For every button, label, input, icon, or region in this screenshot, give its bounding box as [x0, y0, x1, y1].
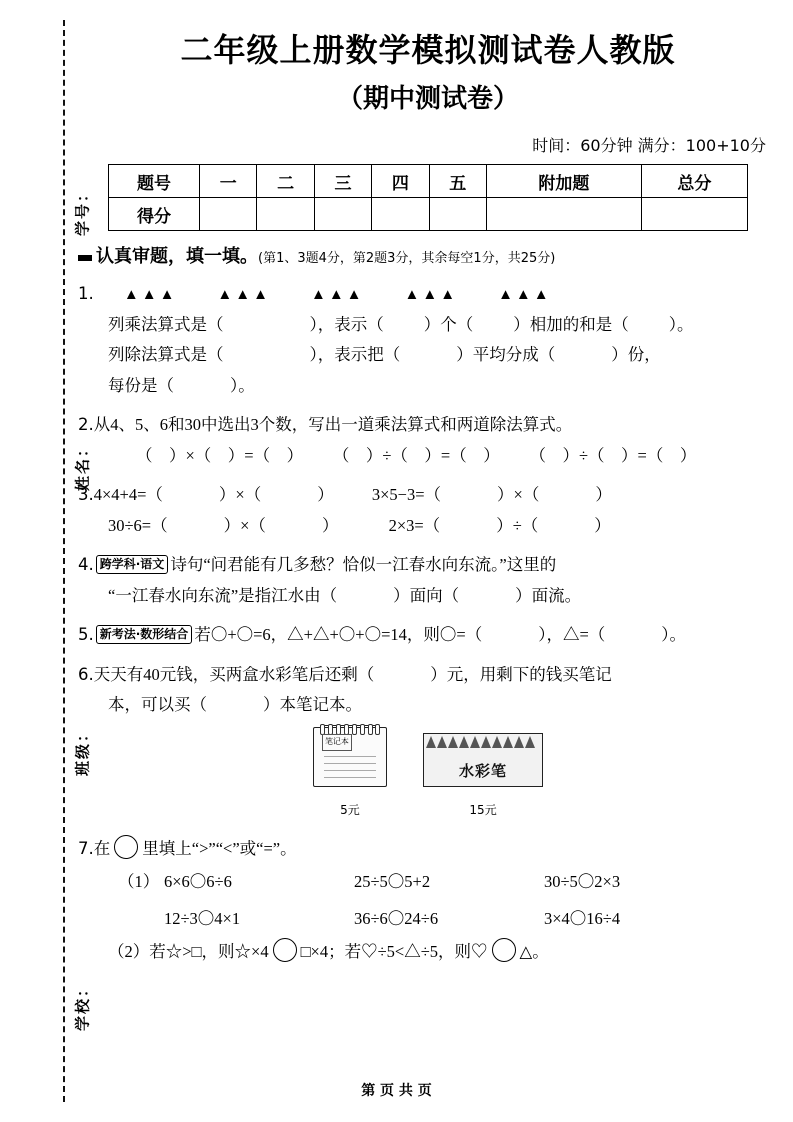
- question-2: [78, 410, 778, 471]
- markers-illustration: [423, 733, 543, 822]
- q6-text: 天天有40元钱，买两盒水彩笔后还剩（: [93, 664, 375, 684]
- question-4-tag: 跨学科·语文: [96, 555, 169, 573]
- q3-text: 4×4+4=（: [93, 485, 163, 505]
- section-bullet-icon: [78, 255, 92, 261]
- question-2-text: 从4、5、6和30中选出3个数，写出一道乘法算式和两道除法算式。: [93, 415, 573, 435]
- part2-label: （2）: [108, 942, 150, 962]
- question-4: [78, 550, 778, 611]
- margin-label-class: 班级：: [73, 725, 92, 777]
- q3-text: ）: [595, 485, 612, 505]
- exam-info: 时间：60分钟 满分：100+10分: [532, 136, 766, 155]
- q5-text: ），△=（: [538, 625, 606, 645]
- question-3-line-2: [108, 511, 778, 542]
- question-6: [78, 660, 778, 825]
- margin-label-school: 学校：: [73, 980, 92, 1032]
- q3-text: ）×（: [497, 485, 540, 505]
- q3-text: ）×（: [218, 485, 262, 505]
- q2-answer-slot[interactable]: （ ）×（ ）=（ ）: [136, 445, 304, 465]
- score-table-cell: 附加题: [486, 165, 641, 198]
- q5-text: ）。: [661, 625, 687, 645]
- q2-answer-slot[interactable]: （ ）÷（ ）=（ ）: [341, 445, 500, 465]
- q1-text: 列乘法算式是（: [108, 314, 224, 334]
- triangle-group: ▲▲▲: [217, 287, 271, 303]
- triangle-group: ▲▲▲: [310, 287, 365, 303]
- question-1-triangles: [124, 287, 592, 303]
- score-table-cell: 三: [314, 165, 371, 198]
- score-table-cell: 五: [429, 165, 486, 198]
- triangle-group: ▲▲▲: [498, 287, 552, 303]
- question-1-line-1: [108, 310, 778, 341]
- spiral-rings-icon: [318, 724, 380, 732]
- notebook-label: 笔记本: [322, 734, 352, 751]
- page-footer: 第 页 共 页: [361, 1083, 432, 1099]
- notebook-price: 5元: [340, 803, 360, 818]
- question-7: [78, 834, 778, 968]
- marker-box-icon: [423, 733, 543, 787]
- score-table-cell: 二: [257, 165, 314, 198]
- question-7-part2: [108, 937, 778, 968]
- q1-text: ），表示（: [309, 314, 384, 334]
- q1-text: ）平均分成（: [456, 345, 556, 365]
- notebook-lines: [324, 750, 376, 778]
- q3-text: 3×5−3=（: [371, 485, 442, 505]
- marker-box-label: 水彩笔: [459, 761, 508, 780]
- section-title: 认真审题，填一填。: [96, 246, 258, 267]
- q1-text: 每份是（: [108, 375, 174, 395]
- comparison-item[interactable]: 6×6〇6÷6: [164, 872, 232, 892]
- notebook-illustration: [313, 727, 387, 822]
- comparison-item[interactable]: 3×4〇16÷4: [544, 908, 621, 928]
- q2-answer-slot[interactable]: （ ）÷（ ）=（ ）: [537, 445, 697, 465]
- comparison-item[interactable]: 25÷5〇5+2: [354, 872, 431, 892]
- q1-text: ）相加的和是（: [513, 314, 629, 334]
- score-table-answer-cell[interactable]: [486, 198, 641, 231]
- question-3: [78, 480, 778, 541]
- margin-label-student-id: 学号：: [73, 185, 92, 237]
- q7-text: △。: [519, 942, 549, 962]
- question-6-illustrations: [78, 727, 778, 825]
- q5-text: 若〇+〇=6，△+△+〇+〇=14，则〇=（: [194, 625, 483, 645]
- question-4-number: 4.: [78, 555, 94, 575]
- score-table-answer-cell[interactable]: [372, 198, 429, 231]
- score-table-cell: 总分: [641, 165, 747, 198]
- question-5-number: 5.: [78, 625, 94, 645]
- question-7-part1-row-1: [118, 864, 778, 900]
- q3-text: ）÷（: [496, 515, 539, 535]
- q7-text: 里填上“>”“<”或“=”。: [142, 838, 297, 858]
- question-1: [78, 279, 778, 401]
- q4-text: “一江春水向东流”是指江水由（: [108, 585, 338, 605]
- comparison-item[interactable]: 30÷5〇2×3: [544, 872, 621, 892]
- score-table-cell: 题号: [109, 165, 200, 198]
- question-1-line-3: [108, 371, 778, 402]
- q7-text: 在: [93, 838, 111, 858]
- triangle-group: ▲▲▲: [404, 287, 459, 303]
- question-3-number: 3.: [78, 485, 94, 505]
- triangle-group: ▲▲▲: [123, 287, 178, 303]
- score-table-answer-cell[interactable]: [314, 198, 371, 231]
- part1-label: （1）: [118, 872, 160, 892]
- question-6-line-2: [108, 690, 778, 721]
- question-2-number: 2.: [78, 415, 94, 435]
- q7-text: 若☆>□，则☆×4: [149, 942, 269, 962]
- left-margin: [0, 0, 92, 1122]
- q4-text: ）面流。: [515, 585, 582, 605]
- q4-text: 诗句“问君能有几多愁？恰似一江春水向东流。”这里的: [170, 555, 557, 575]
- question-5-tag: 新考法·数形结合: [96, 625, 193, 643]
- row-spacer: [118, 901, 164, 937]
- question-4-line-2: [108, 581, 778, 612]
- q3-text: ）: [594, 515, 611, 535]
- question-2-answer-row: [136, 441, 778, 472]
- fold-dashed-line: [63, 20, 65, 1102]
- score-table-header-row: [109, 165, 748, 198]
- answer-circle[interactable]: [273, 938, 297, 962]
- q6-text: 本，可以买（: [108, 695, 207, 715]
- markers-price: 15元: [469, 803, 497, 818]
- score-table-answer-cell[interactable]: [641, 198, 747, 231]
- q7-text: □×4；若♡÷5<△÷5，则♡: [300, 942, 488, 962]
- notebook-icon: [313, 727, 387, 787]
- question-6-number: 6.: [78, 664, 94, 684]
- margin-label-name: 姓名：: [73, 440, 92, 492]
- score-table: [108, 164, 748, 231]
- score-table-cell: 四: [372, 165, 429, 198]
- q3-text: ）: [317, 485, 334, 505]
- score-table-answer-cell[interactable]: [257, 198, 314, 231]
- score-table-cell: 一: [200, 165, 257, 198]
- section-one-heading: [78, 243, 778, 270]
- question-5: [78, 620, 778, 651]
- question-1-number: 1.: [78, 284, 94, 303]
- q1-text: 列除法算式是（: [108, 345, 224, 365]
- q6-text: ）本笔记本。: [263, 695, 362, 715]
- score-table-answer-cell[interactable]: [429, 198, 486, 231]
- section-note: (第1、3题4分，第2题3分，其余每空1分，共25分): [258, 251, 556, 266]
- q3-text: 30÷6=（: [108, 515, 168, 535]
- marker-tips: [426, 736, 540, 748]
- score-table-answer-cell[interactable]: [200, 198, 257, 231]
- q1-text: ）份，: [611, 345, 661, 365]
- page-title: 二年级上册数学模拟测试卷人教版: [180, 31, 676, 69]
- answer-circle[interactable]: [492, 938, 516, 962]
- question-7-part1-row-2: [118, 901, 778, 937]
- page-subtitle: （期中测试卷）: [336, 84, 519, 114]
- q1-text: ）。: [668, 314, 694, 334]
- q1-text: ），表示把（: [309, 345, 401, 365]
- question-1-line-2: [108, 340, 778, 371]
- comparison-item[interactable]: 12÷3〇4×1: [164, 908, 241, 928]
- q1-text: ）个（: [423, 314, 474, 334]
- question-7-number: 7.: [78, 838, 94, 858]
- q3-text: ）×（: [223, 515, 266, 535]
- q4-text: ）面向（: [393, 585, 460, 605]
- q3-text: 2×3=（: [388, 515, 441, 535]
- comparison-item[interactable]: 36÷6〇24÷6: [354, 908, 439, 928]
- q6-text: ）元，用剩下的钱买笔记: [430, 664, 612, 684]
- exam-content: [78, 0, 778, 1122]
- answer-circle[interactable]: [114, 835, 138, 859]
- score-table-score-row: [109, 198, 748, 231]
- q3-text: ）: [321, 515, 339, 535]
- q1-text: ）。: [230, 375, 255, 395]
- score-table-cell: 得分: [109, 198, 200, 231]
